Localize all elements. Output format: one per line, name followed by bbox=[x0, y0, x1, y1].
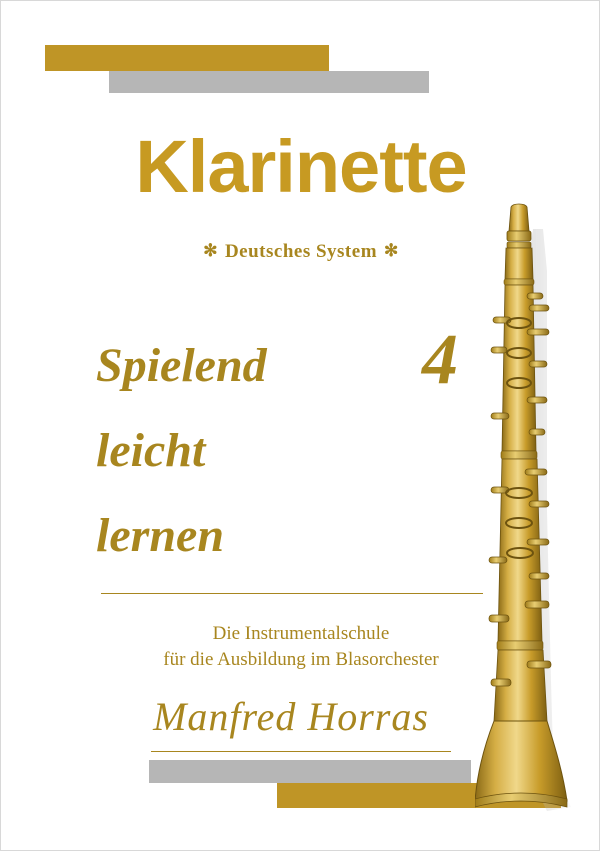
decorative-bar-gold-top bbox=[45, 45, 329, 71]
author-name: Manfred Horras bbox=[153, 694, 429, 739]
divider-rule bbox=[101, 593, 483, 594]
decorative-bar-gray-top bbox=[109, 71, 429, 93]
decorative-bar-gray-bottom bbox=[149, 760, 471, 783]
volume-number: 4 bbox=[422, 319, 458, 399]
star-left-icon: ✻ bbox=[203, 241, 218, 260]
description-line-1: Die Instrumentalschule bbox=[212, 623, 390, 644]
description-line-2: für die Ausbildung im Blasorchester bbox=[163, 649, 439, 670]
page-title: Klarinette bbox=[135, 125, 467, 208]
clarinet-illustration bbox=[475, 201, 591, 811]
slogan-line-3: lernen bbox=[96, 509, 225, 562]
cover-description bbox=[71, 621, 531, 673]
star-right-icon: ✻ bbox=[384, 241, 399, 260]
slogan-line-1: Spielend bbox=[96, 339, 267, 392]
slogan-line-2: leicht bbox=[96, 424, 206, 477]
cover-subtitle-text: Deutsches System bbox=[224, 241, 378, 262]
author-underline bbox=[151, 751, 451, 752]
cover-slogan bbox=[96, 323, 396, 578]
